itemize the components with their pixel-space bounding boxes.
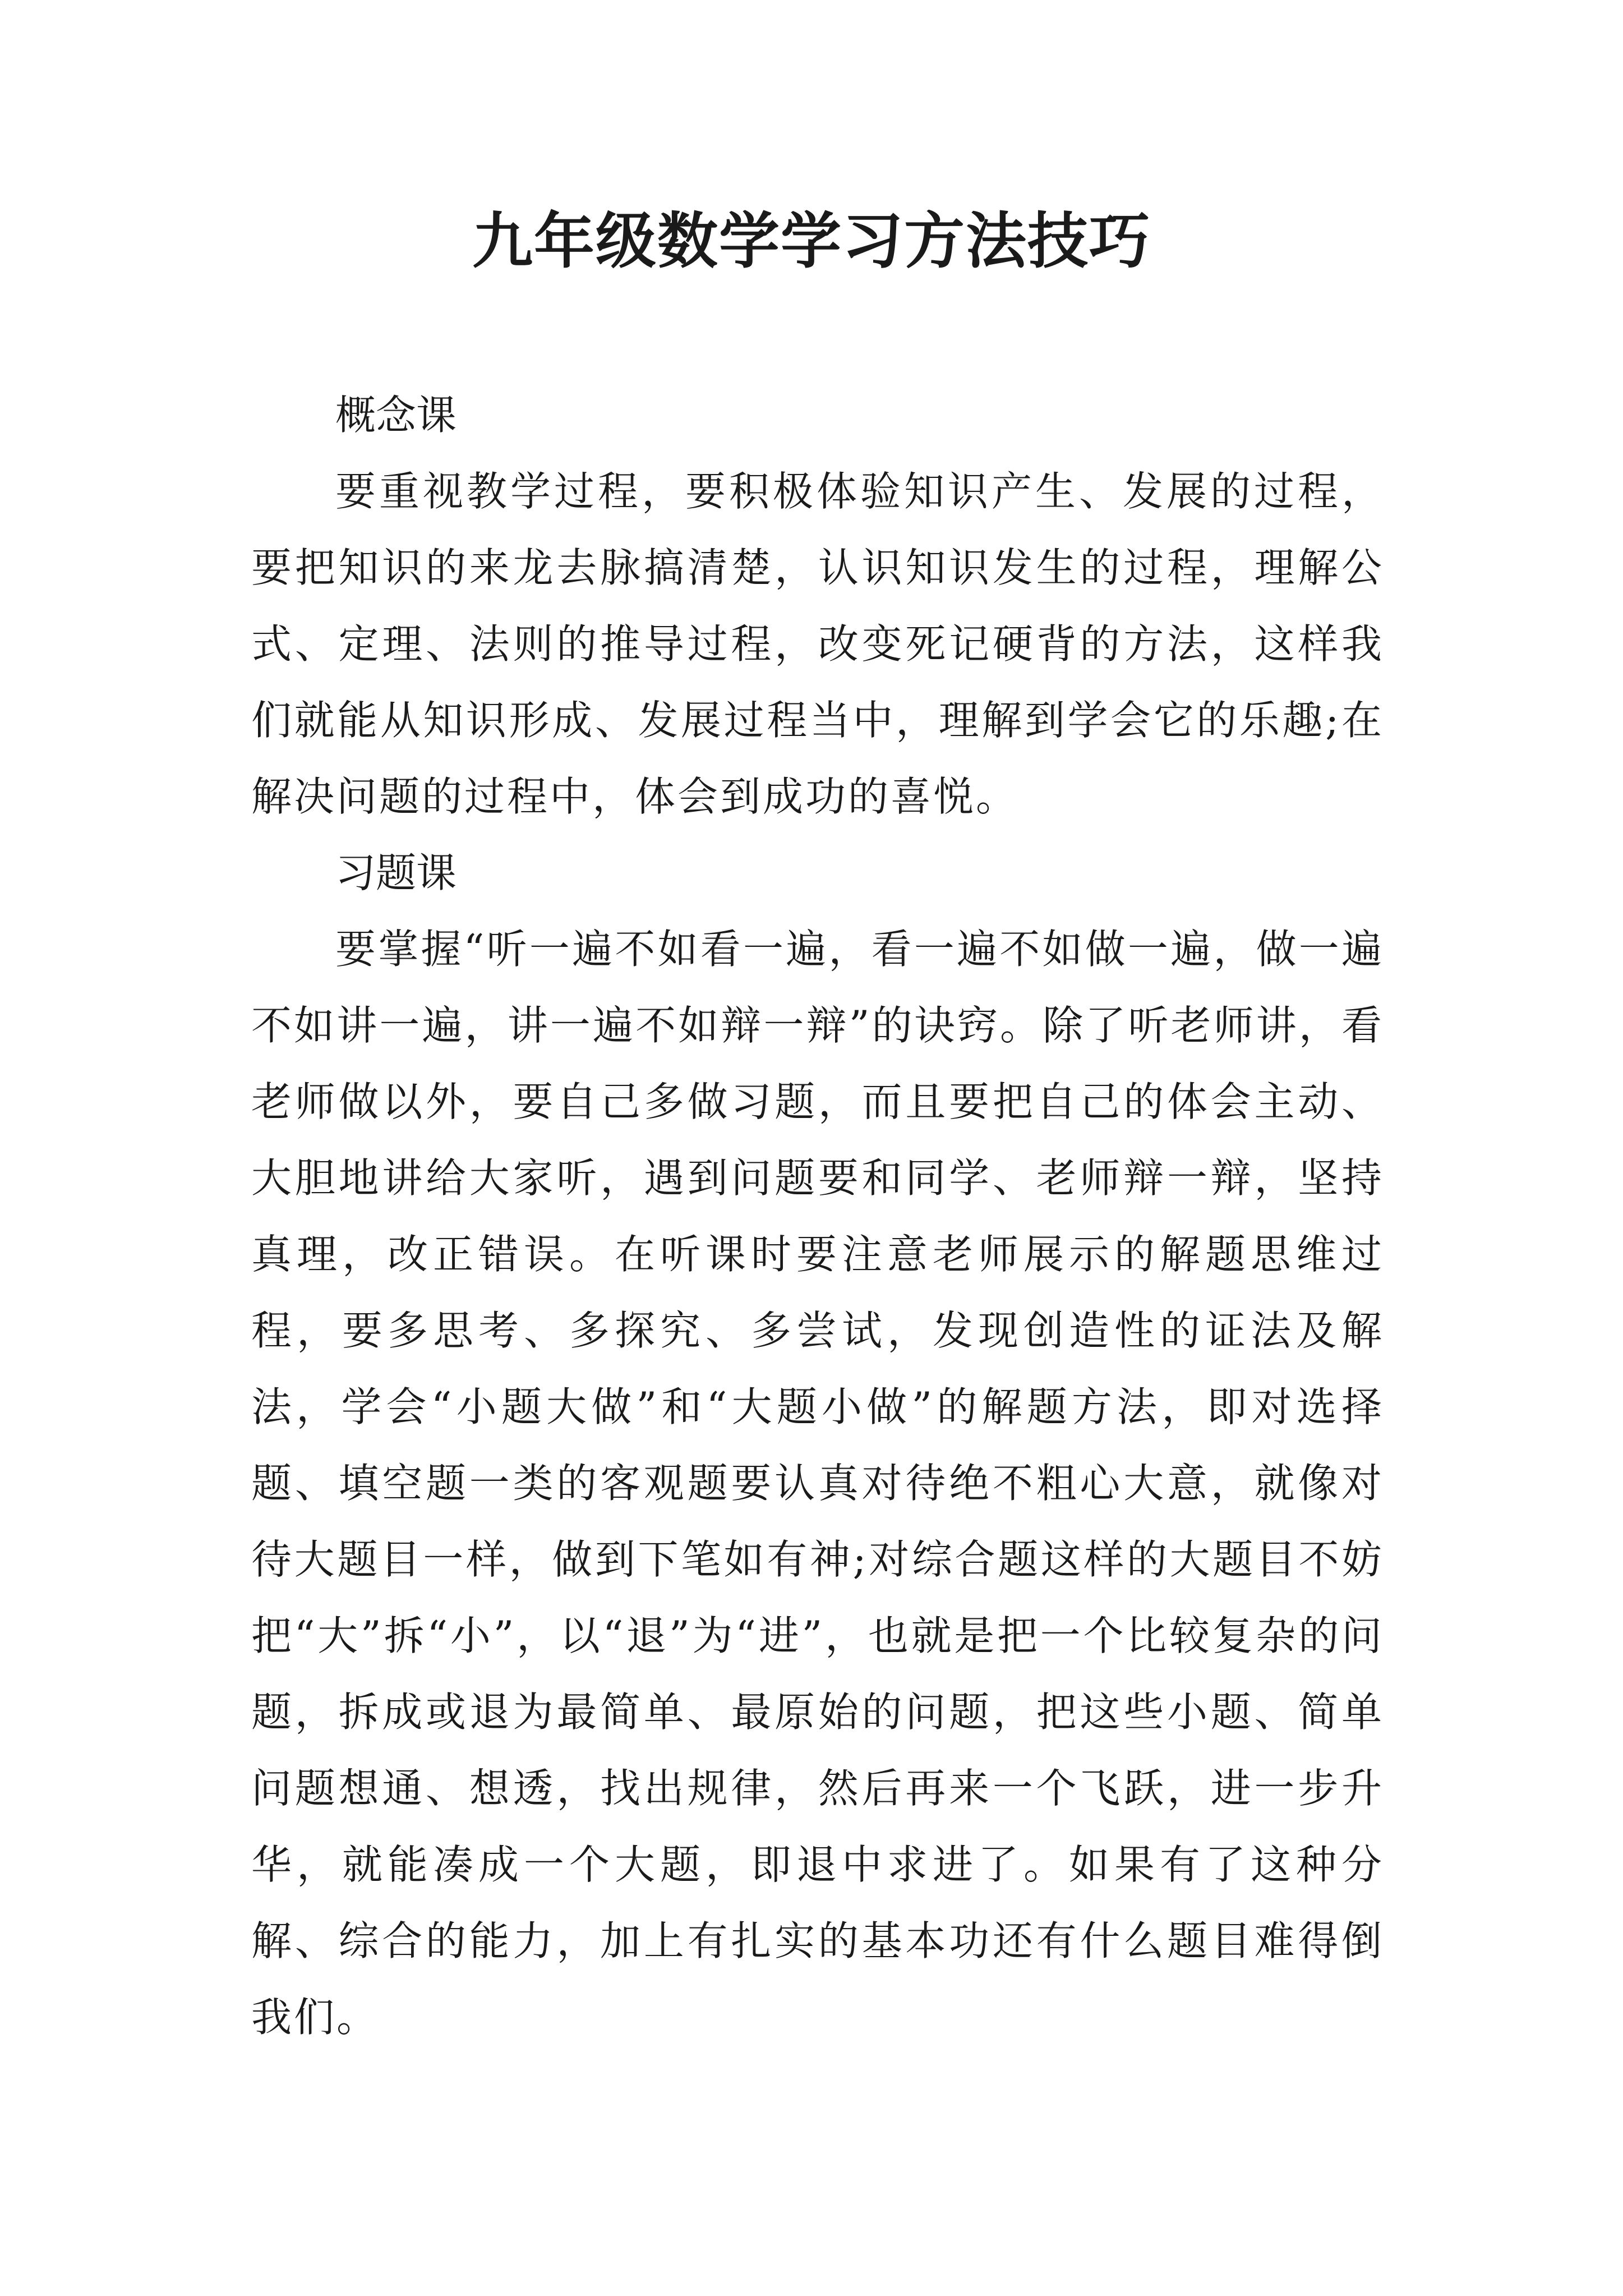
document-body	[251, 377, 1384, 2055]
section-heading-exercise: 习题课	[335, 849, 457, 896]
section-heading-concept: 概念课	[335, 392, 457, 439]
document-title: 九年级数学学习方法技巧	[472, 206, 1151, 277]
section-paragraph-concept: 要重视教学过程，要积极体验知识产生、发展的过程，要把知识的来龙去脉搞清楚，认识知识发生的过程，理解公式、定理、法则的推导过程，改变死记硬背的方法，这样我们就能从知识形成、发展过程当中，理解到学会它的乐趣;在解决问题的过程中，体会到成功的喜悦。	[251, 468, 1384, 820]
section-paragraph-exercise: 要掌握“听一遍不如看一遍，看一遍不如做一遍，做一遍不如讲一遍，讲一遍不如辩一辩”的诀窍。除了听老师讲，看老师做以外，要自己多做习题，而且要把自己的体会主动、大胆地讲给大家听，遇到问题要和同学、老师辩一辩，坚持真理，改正错误。在听课时要注意老师展示的解题思维过程，要多思考、多探究、多尝试，发现创造性的证法及解法，学会“小题大做”和“大题小做”的解题方法，即对选择题、填空题一类的客观题要认真对待绝不粗心大意，就像对待大题目一样，做到下笔如有神;对综合题这样的大题目不妨把“大”拆“小”，以“退”为“进”，也就是把一个比较复杂的问题，拆成或退为最简单、最原始的问题，把这些小题、简单问题想通、想透，找出规律，然后再来一个飞跃，进一步升华，就能凑成一个大题，即退中求进了。如果有了这种分解、综合的能力，加上有扎实的基本功还有什么题目难得倒我们。	[251, 926, 1384, 2041]
